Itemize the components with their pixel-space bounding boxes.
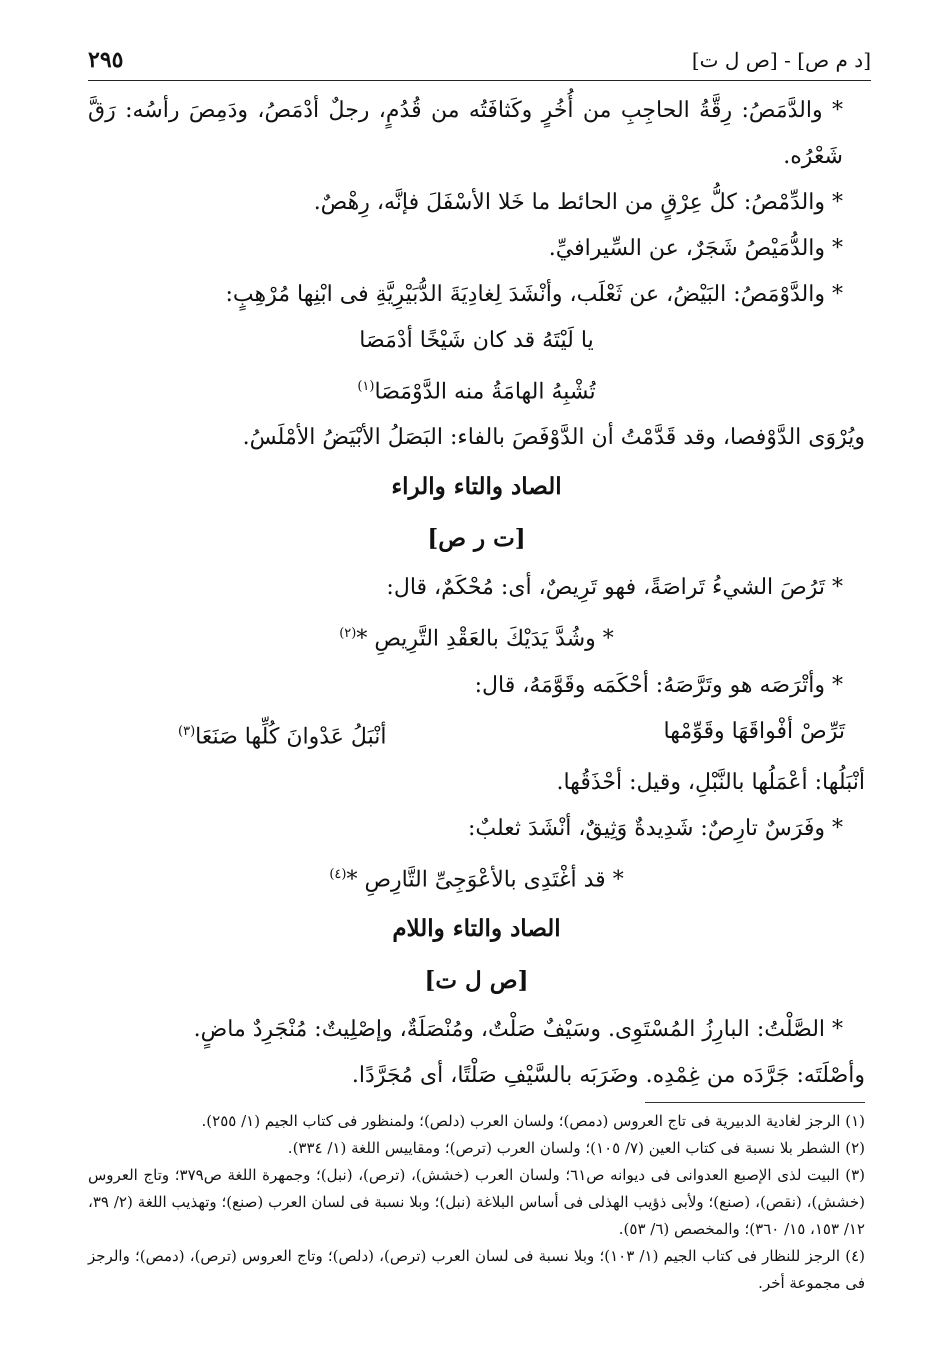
verse-line: يا لَيْتَهُ قد كان شَيْخًا أدْمَصَا — [359, 328, 594, 353]
footnote: (٤) الرجز للنظار فى كتاب الجيم (١/ ١٠٣)؛ وبلا نسبة فى لسان العرب (ترص)، (دلص)؛ وتاج العروس (ترص)، (دمص)؛ والرجز فى مجموعة أخر. — [88, 1247, 865, 1292]
footnote-ref: (٣) — [178, 723, 196, 739]
paragraph-dammas: * والدَّمَصُ: رِقَّةُ الحاجِبِ من أُخُرٍ وكَثافَتُه من قُدُمٍ، رجلٌ أدْمَصُ، ودَمِصَ رأسُه: رَقَّ شَعْرُه. — [88, 98, 843, 169]
paragraph-dims: * والدِّمْصُ: كلُّ عِرْقٍ من الحائط ما خَلا الأسْفَلَ فإنَّه، رِهْصٌ. — [313, 190, 843, 215]
footnote: (٢) الشطر بلا نسبة فى كتاب العين (٧/ ١٠٥)؛ ولسان العرب (ترص)؛ ومقاييس اللغة (١/ ٣٣٤). — [287, 1139, 865, 1157]
footnote-ref: (١) — [357, 379, 375, 394]
paragraph-anbaluha: أنْبَلُها: أعْمَلُها بالنَّبْلِ، وقيل: أحْذَقُها. — [556, 769, 865, 795]
footnotes — [88, 1108, 865, 1297]
paragraph-faras: * وفَرَسٌ تارِصٌ: شَدِيدةٌ وَثِيقٌ، أنْشَدَ ثعلبٌ: — [467, 815, 843, 841]
root-heading: [ص ل ت] — [424, 967, 529, 995]
verse-hemistich: تَرِّصْ أفْواقَهَا وقَوِّمْها — [663, 718, 845, 744]
paragraph-aslatahu: وأصْلَتَه: جَرَّدَه من غِمْدِه. وضَرَبَه بالسَّيْفِ صَلْتًا، أى مُجَرَّدًا. — [351, 1063, 865, 1089]
footnote-separator — [645, 1102, 865, 1103]
paragraph-dawmas: * والدَّوْمَصُ: البَيْضُ، عن ثَعْلَب، وأنْشَدَ لِغادِيَةَ الدُّبَيْرِيَّةِ فى ابْنِها مُرْهِبٍ: — [225, 282, 843, 307]
section-heading: الصاد والتاء واللام — [392, 915, 561, 943]
verse-line: * قد أغْتَدِى بالأعْوَجِىِّ التَّارِصِ *$^{(٤)}$ — [329, 866, 624, 893]
running-header — [88, 40, 871, 81]
verse-line: * وشُدَّ يَدَيْكَ بالعَقْدِ التَّرِيصِ *$^{(٢)}$ — [339, 626, 614, 652]
paragraph-dawfas: ويُرْوَى الدَّوْفصا، وقد قَدَّمْتُ أن الدَّوْفَصَ بالفاء: البَصَلُ الأبْيَضُ الأمْلَسُ. — [242, 425, 865, 451]
footnote-ref: (٤) — [329, 866, 347, 882]
paragraph-turus: * تَرُصَ الشيءُ تَراصَةً، فهو تَرِيصٌ، أى: مُحْكَمٌ، قال: — [386, 575, 843, 601]
verse-hemistich: أنْبَلُ عَدْوانَ كُلِّها صَنَعَا$^{(٣)}$ — [178, 723, 387, 749]
footnote-ref: (٢) — [339, 626, 357, 642]
paragraph-salt: * الصَّلْتُ: البارِزُ المُسْتَوِى. وسَيْفٌ صَلْتٌ، ومُنْصَلَةٌ، وإصْلِيتٌ: مُنْجَرِدٌ ماضٍ. — [193, 1017, 843, 1043]
footnote: (٣) البيت لذى الإصبع العدوانى فى ديوانه ص٦١؛ ولسان العرب (خشش)، (ترص)، (نبل)؛ وجمهرة اللغة ص٣٧٩؛ وتاج العروس (خشش)، (نقص)، (صنع)؛ ولأبى ذؤيب الهذلى فى أساس البلاغة (نبل)؛ وبلا نسبة فى لسان العرب (صنع)؛ وتهذيب اللغة (٢/ ٣٩، ١٢/ ١٥٣، ١٥/ ٣٦٠)؛ والمخصص (٦/ ٥٣). — [88, 1166, 865, 1238]
section-heading: الصاد والتاء والراء — [391, 473, 562, 501]
paragraph-atrasa: * وأتْرَصَه هو وتَرَّصَهُ: أحْكَمَه وقَوَّمَهُ، قال: — [474, 672, 843, 698]
root-marker: [د م ص] - [ص ل ت] — [691, 48, 871, 72]
entry-body — [88, 88, 865, 1099]
root-heading: [ت ر ص] — [427, 525, 526, 553]
verse-line: تُشْبِهُ الهامَةُ منه الدَّوْمَصَا$^{(١)}$ — [357, 379, 596, 405]
footnote: (١) الرجز لغادية الدبيرية فى تاج العروس (دمص)؛ ولسان العرب (دلص)؛ ولمنظور فى كتاب الجيم (١/ ٢٥٥). — [201, 1112, 865, 1130]
paragraph-dumays: * والدُّمَيْصُ شَجَرٌ، عن السِّيرافيِّ. — [548, 236, 843, 261]
verse-couplet — [88, 709, 865, 760]
page-number: ٢٩٥ — [88, 47, 124, 73]
